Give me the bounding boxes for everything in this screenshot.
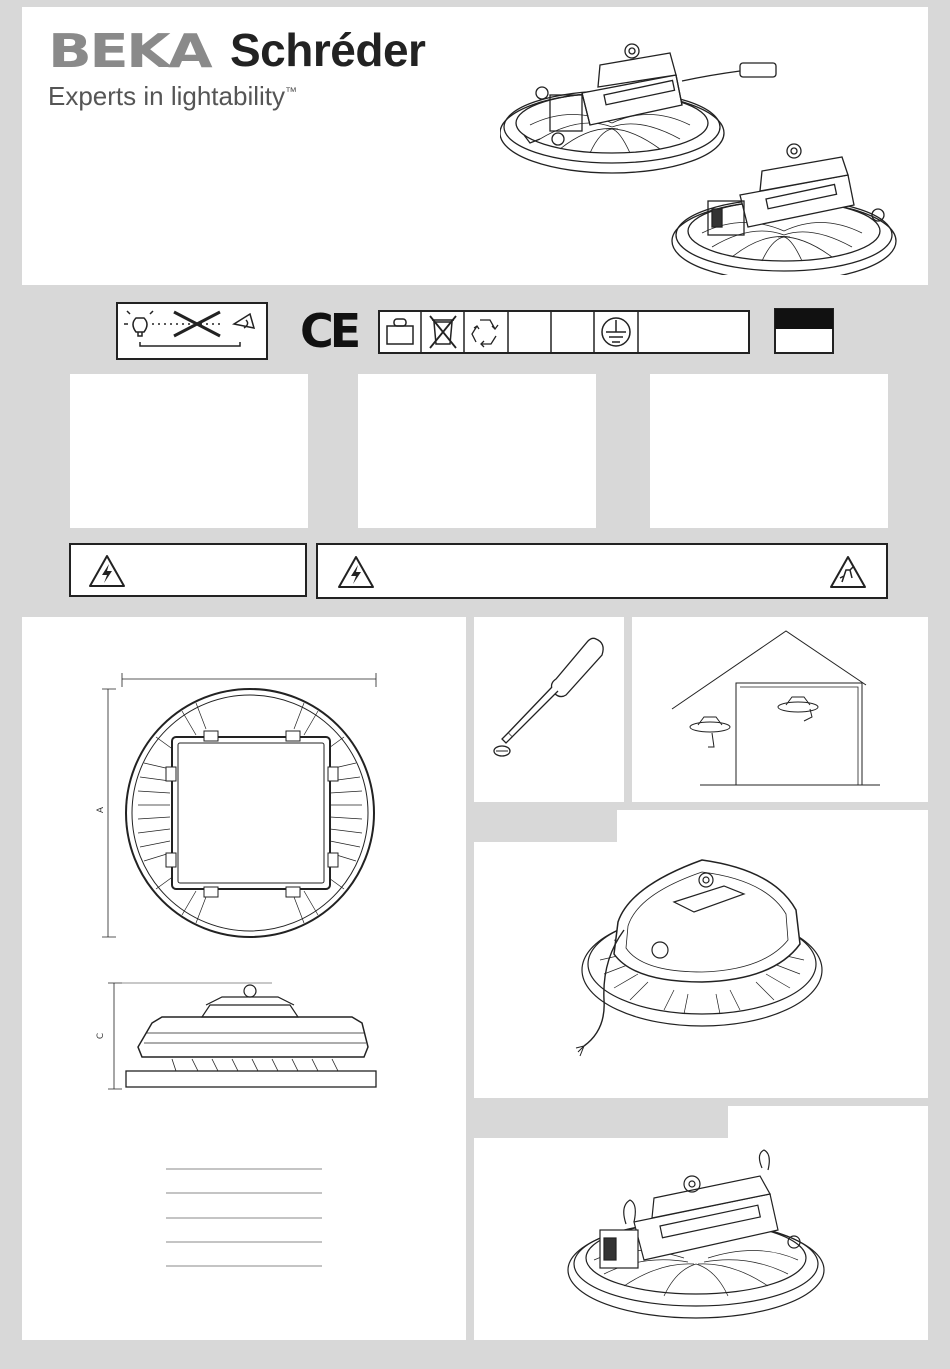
dimensions-panel	[22, 617, 466, 1340]
side-view-drawing	[102, 977, 402, 1097]
electric-hazard-icon	[336, 554, 376, 590]
product-view-panel-2-tab	[728, 1106, 928, 1140]
class-indicator-box	[774, 308, 834, 354]
product-mounting-drawing	[564, 1146, 834, 1326]
dimension-label-c: C	[96, 1032, 107, 1040]
top-view-drawing	[92, 667, 392, 947]
logo-schreder: Schréder	[230, 24, 426, 76]
electric-hazard-icon	[87, 553, 127, 589]
info-box-1	[70, 374, 308, 528]
tool-panel	[474, 617, 624, 802]
info-box-3	[650, 374, 888, 528]
info-box-2	[358, 374, 596, 528]
dimension-table-lines	[166, 1163, 326, 1273]
ce-mark: CE	[300, 304, 358, 358]
brand-logo	[48, 24, 426, 78]
trademark-mark: ™	[285, 84, 297, 99]
product-view-panel-1-tab	[617, 810, 928, 844]
protective-earth-icon	[602, 318, 630, 346]
dimension-label-a: A	[96, 806, 107, 814]
warning-box-right	[316, 543, 888, 599]
certification-symbols-strip	[378, 310, 750, 354]
brand-tagline	[48, 81, 297, 112]
building-mounting-drawing	[668, 629, 898, 789]
logo-beka: BEKA	[48, 24, 211, 78]
tagline-text: Experts in lightability	[48, 81, 285, 111]
product-bottom-view-drawing	[574, 850, 830, 1070]
no-line-of-sight-icon	[116, 302, 268, 360]
hot-surface-warning-icon	[828, 554, 868, 590]
product-illustration-top	[500, 35, 920, 275]
installation-scene-panel	[632, 617, 928, 802]
warning-box-left	[69, 543, 307, 597]
header-panel	[22, 7, 928, 285]
screwdriver-icon	[492, 633, 612, 763]
